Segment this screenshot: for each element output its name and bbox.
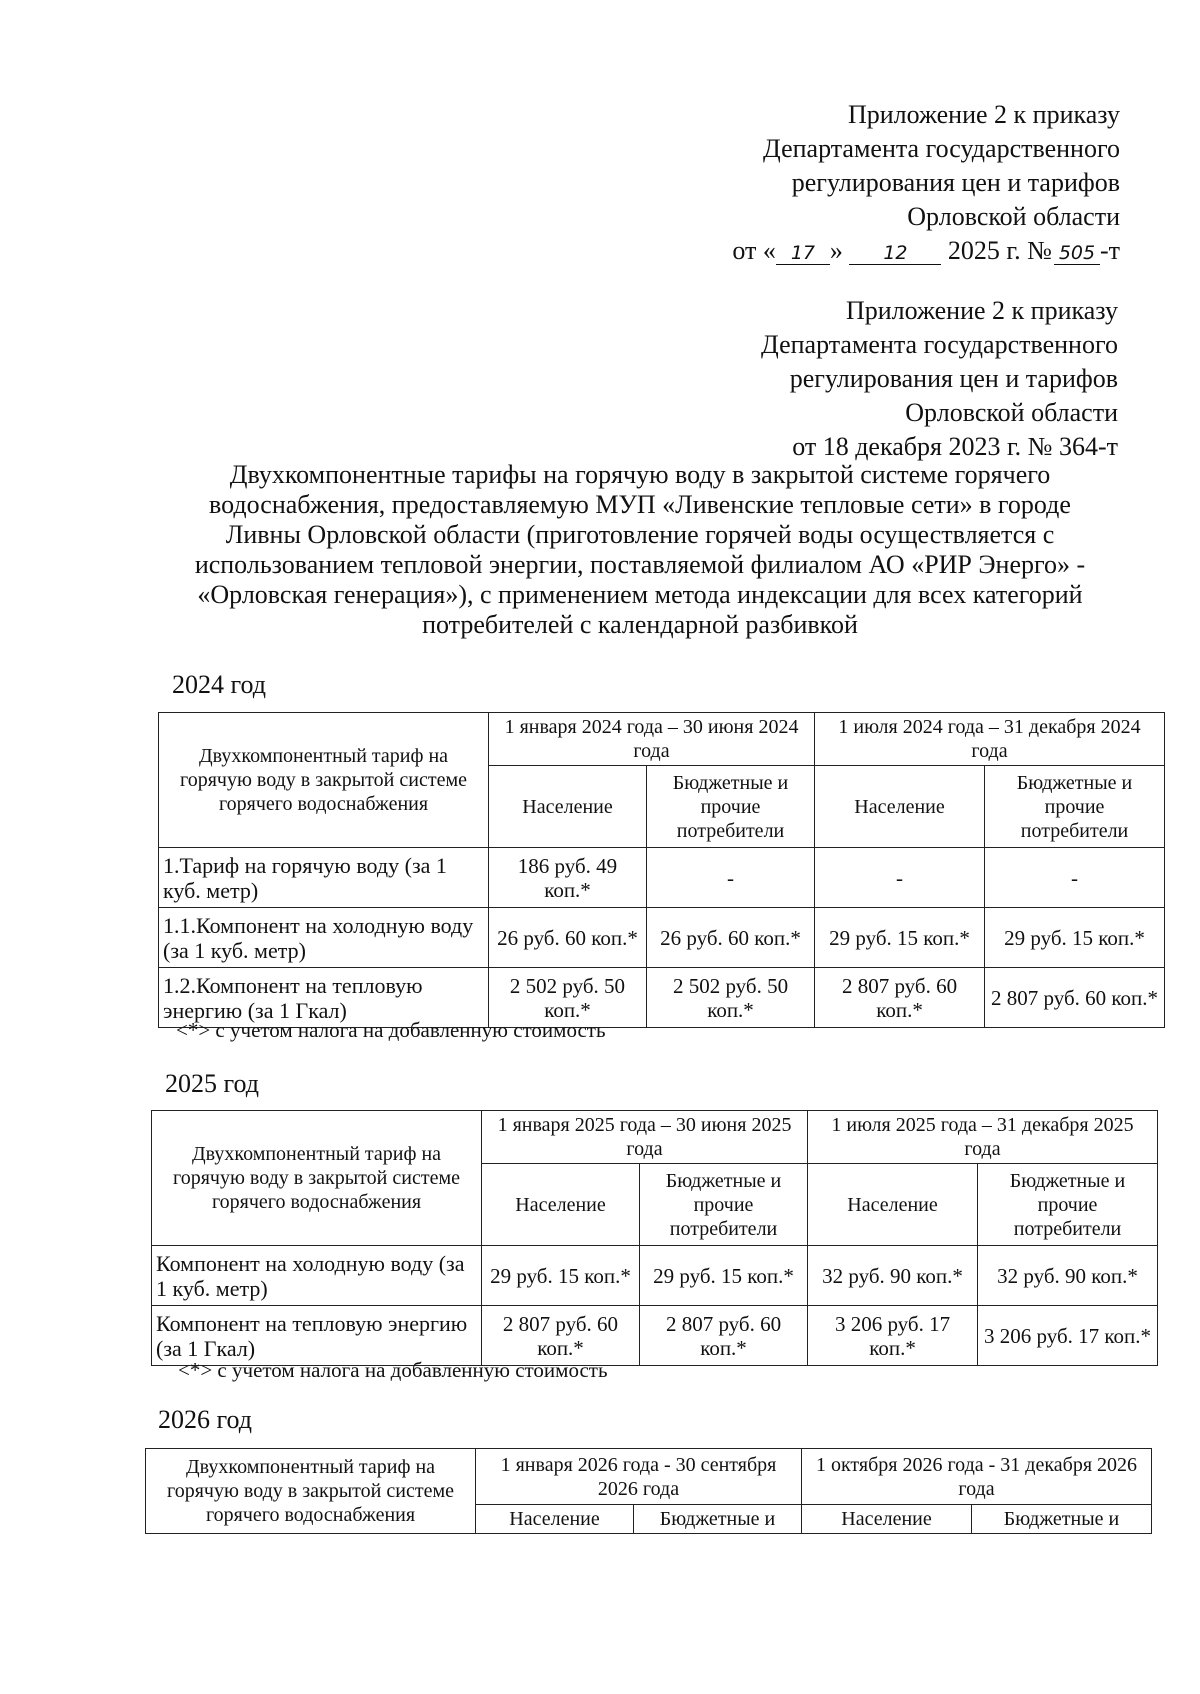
tariff-table-2026 xyxy=(145,1448,1152,1534)
table-header-label: Двухкомпонентный тариф на горячую воду в закрытой системе горячего водоснабжения xyxy=(159,713,489,848)
number-suffix: -т xyxy=(1099,236,1120,265)
period-header: 1 января 2026 года - 30 сентября 2026 года xyxy=(476,1449,802,1505)
tariff-value: 29 руб. 15 коп.* xyxy=(985,908,1165,968)
appendix-block-current xyxy=(732,98,1120,268)
date-mid: » xyxy=(829,236,843,265)
date-year: 2025 г. № xyxy=(947,236,1052,265)
tariff-value: 2 807 руб. 60 коп.* xyxy=(815,968,985,1028)
tariff-value: 2 502 руб. 50 коп.* xyxy=(647,968,815,1028)
sub-header-population: Население xyxy=(489,766,647,848)
sub-header-budget: Бюджетные и прочие потребители xyxy=(985,766,1165,848)
tariff-value: 2 807 руб. 60 коп.* xyxy=(482,1306,640,1366)
appendix-line: Приложение 2 к приказу xyxy=(847,100,1120,129)
tariff-table-2024 xyxy=(158,712,1165,1028)
tariff-value: 26 руб. 60 коп.* xyxy=(489,908,647,968)
period-header: 1 января 2024 года – 30 июня 2024 года xyxy=(489,713,815,766)
period-header: 1 июля 2024 года – 31 декабря 2024 года xyxy=(815,713,1165,766)
vat-footnote: <*> с учетом налога на добавленную стоимость xyxy=(178,1358,608,1382)
vat-footnote: <*> с учетом налога на добавленную стоимость xyxy=(176,1018,606,1042)
table-header-label: Двухкомпонентный тариф на горячую воду в закрытой системе горячего водоснабжения xyxy=(152,1111,482,1246)
tariff-value: 32 руб. 90 коп.* xyxy=(808,1246,978,1306)
row-label: 1.1.Компонент на холодную воду (за 1 куб. метр) xyxy=(159,908,489,968)
appendix-line: регулирования цен и тарифов xyxy=(791,168,1120,197)
tariff-value: 29 руб. 15 коп.* xyxy=(482,1246,640,1306)
tariff-value: 29 руб. 15 коп.* xyxy=(640,1246,808,1306)
appendix-line: от 18 декабря 2023 г. № 364-т xyxy=(792,432,1118,461)
row-label: Компонент на холодную воду (за 1 куб. метр) xyxy=(152,1246,482,1306)
table-row xyxy=(159,908,1165,968)
handwritten-month: 12 xyxy=(849,242,941,265)
sub-header-budget: Бюджетные и прочие потребители xyxy=(647,766,815,848)
sub-header-population: Население xyxy=(802,1505,972,1534)
year-heading-2025: 2025 год xyxy=(165,1069,259,1098)
sub-header-budget: Бюджетные и прочие потребители xyxy=(978,1164,1158,1246)
appendix-block-original xyxy=(761,294,1118,464)
document-title: Двухкомпонентные тарифы на горячую воду в закрытой системе горячего водоснабжения, предоставляемую МУП «Ливенские тепловые сети» в городе Ливны Орловской области (приготовление горячей воды осуществляется с использованием тепловой энергии, поставляемой филиалом АО «РИР Энерго» - «Орловская генерация»), с применением метода индексации для всех категорий потребителей с календарной разбивкой xyxy=(194,460,1086,639)
row-label: 1.2.Компонент на тепловую энергию (за 1 Гкал) xyxy=(159,968,489,1028)
table-row xyxy=(152,1246,1158,1306)
sub-header-population: Население xyxy=(482,1164,640,1246)
tariff-value: - xyxy=(647,848,815,908)
row-label: Компонент на тепловую энергию (за 1 Гкал) xyxy=(152,1306,482,1366)
table-row xyxy=(159,848,1165,908)
sub-header-population: Население xyxy=(476,1505,634,1534)
handwritten-number: 505 xyxy=(1054,242,1100,265)
row-label: 1.Тариф на горячую воду (за 1 куб. метр) xyxy=(159,848,489,908)
appendix-line: регулирования цен и тарифов xyxy=(789,364,1118,393)
tariff-value: 29 руб. 15 коп.* xyxy=(815,908,985,968)
tariff-value: 32 руб. 90 коп.* xyxy=(978,1246,1158,1306)
table-header-label: Двухкомпонентный тариф на горячую воду в закрытой системе горячего водоснабжения xyxy=(146,1449,476,1534)
date-prefix: от « xyxy=(732,236,776,265)
appendix-line: Департамента государственного xyxy=(763,134,1120,163)
appendix-line: Департамента государственного xyxy=(761,330,1118,359)
appendix-line: Орловской области xyxy=(907,202,1120,231)
handwritten-day: 17 xyxy=(776,242,830,265)
tariff-value: 26 руб. 60 коп.* xyxy=(647,908,815,968)
tariff-value: 2 807 руб. 60 коп.* xyxy=(640,1306,808,1366)
tariff-value: 3 206 руб. 17 коп.* xyxy=(978,1306,1158,1366)
period-header: 1 января 2025 года – 30 июня 2025 года xyxy=(482,1111,808,1164)
appendix-date-line xyxy=(732,234,1120,268)
year-heading-2024: 2024 год xyxy=(172,670,266,699)
table-row xyxy=(152,1306,1158,1366)
tariff-table-2025 xyxy=(151,1110,1158,1366)
year-heading-2026: 2026 год xyxy=(158,1405,252,1434)
sub-header-population: Население xyxy=(815,766,985,848)
tariff-value: 3 206 руб. 17 коп.* xyxy=(808,1306,978,1366)
tariff-value: 2 807 руб. 60 коп.* xyxy=(985,968,1165,1028)
appendix-line: Орловской области xyxy=(905,398,1118,427)
period-header: 1 июля 2025 года – 31 декабря 2025 года xyxy=(808,1111,1158,1164)
appendix-line: Приложение 2 к приказу xyxy=(845,296,1118,325)
sub-header-budget: Бюджетные и xyxy=(972,1505,1152,1534)
tariff-value: - xyxy=(815,848,985,908)
tariff-value: 2 502 руб. 50 коп.* xyxy=(489,968,647,1028)
tariff-value: - xyxy=(985,848,1165,908)
tariff-value: 186 руб. 49 коп.* xyxy=(489,848,647,908)
sub-header-budget: Бюджетные и xyxy=(634,1505,802,1534)
period-header: 1 октября 2026 года - 31 декабря 2026 года xyxy=(802,1449,1152,1505)
sub-header-population: Население xyxy=(808,1164,978,1246)
sub-header-budget: Бюджетные и прочие потребители xyxy=(640,1164,808,1246)
